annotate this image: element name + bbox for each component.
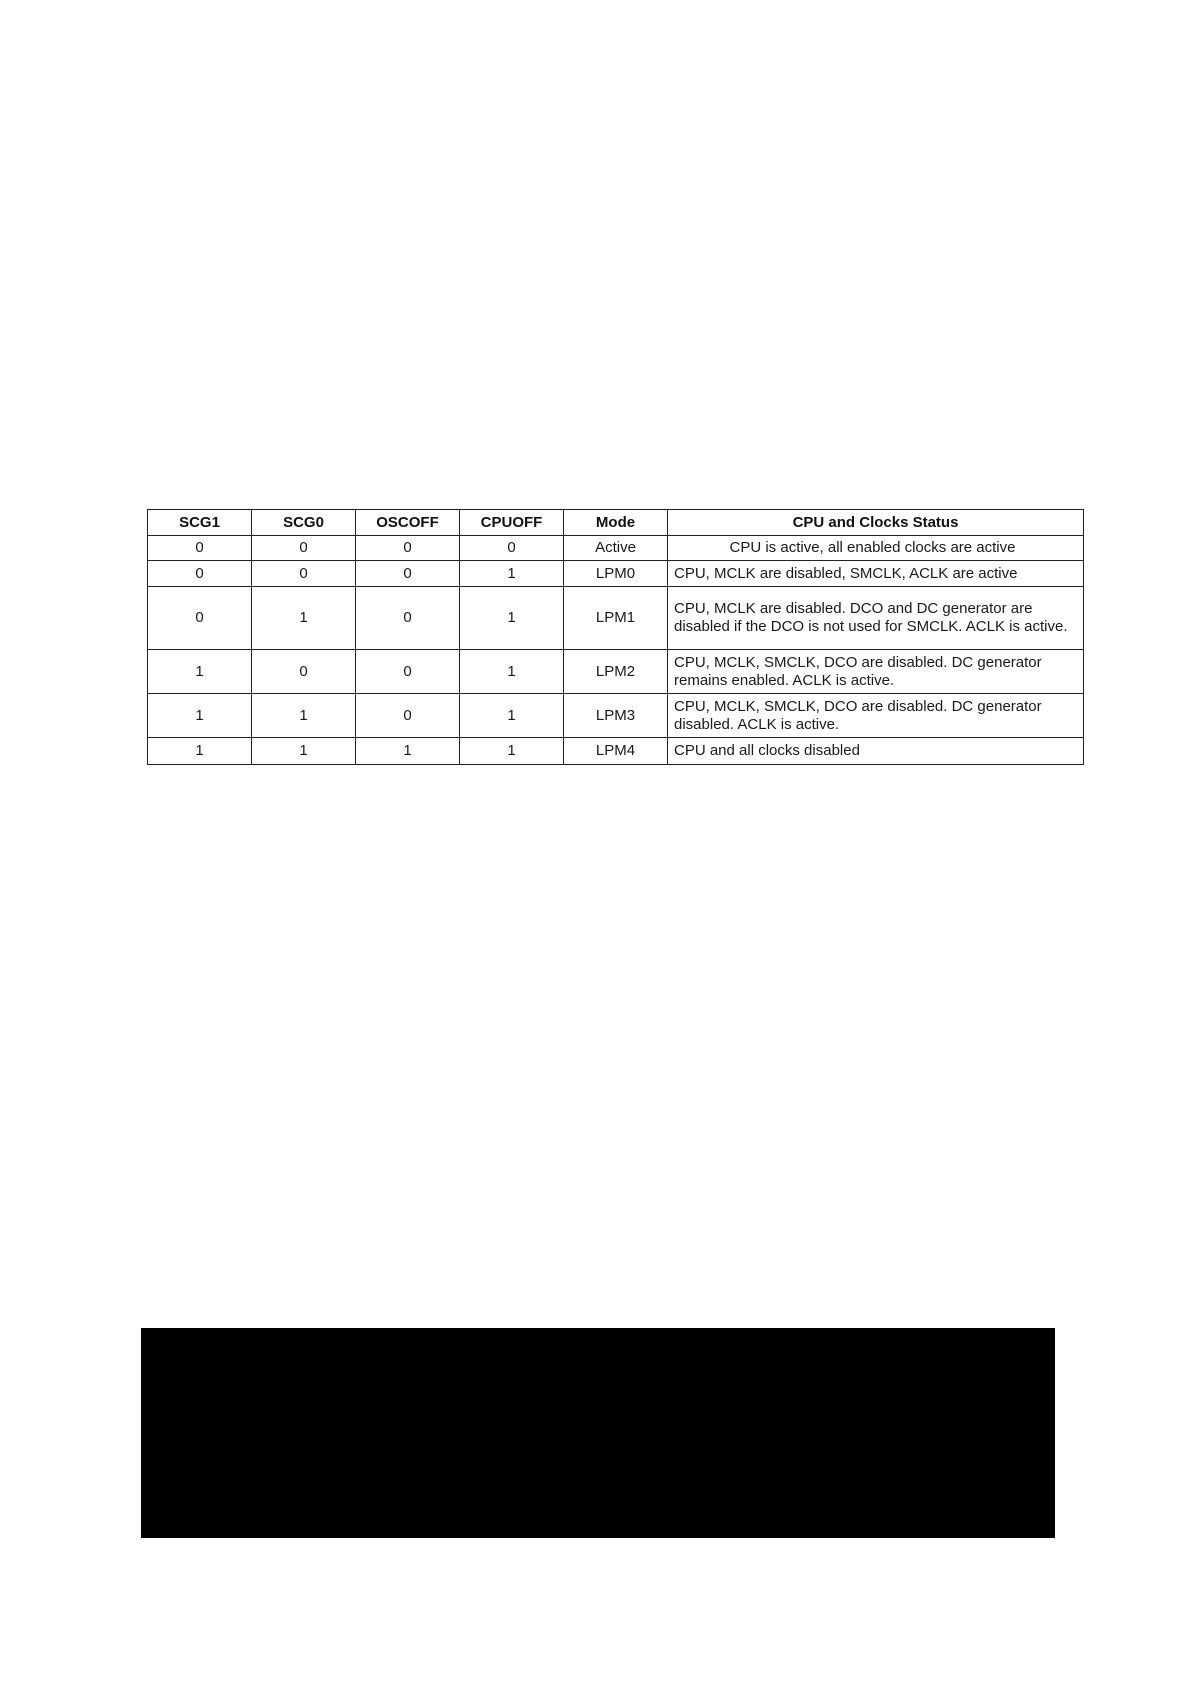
- cell-cpuoff: 1: [460, 587, 564, 650]
- cell-oscoff: 0: [356, 587, 460, 650]
- cell-scg0: 0: [252, 561, 356, 587]
- low-power-mode-table: [147, 509, 1084, 765]
- cell-scg0: 1: [252, 587, 356, 650]
- cell-scg0: 0: [252, 536, 356, 561]
- header-scg0: SCG0: [252, 510, 356, 536]
- cell-mode: LPM2: [564, 650, 668, 694]
- cell-cpuoff: 1: [460, 650, 564, 694]
- header-status: CPU and Clocks Status: [668, 510, 1084, 536]
- cell-scg0: 1: [252, 738, 356, 765]
- header-oscoff: OSCOFF: [356, 510, 460, 536]
- cell-scg1: 1: [148, 694, 252, 738]
- cell-status: CPU, MCLK, SMCLK, DCO are disabled. DC generator disabled. ACLK is active.: [668, 694, 1084, 738]
- table-row: [148, 536, 1084, 561]
- cell-oscoff: 0: [356, 694, 460, 738]
- cell-cpuoff: 1: [460, 561, 564, 587]
- cell-mode: LPM1: [564, 587, 668, 650]
- cell-mode: Active: [564, 536, 668, 561]
- header-cpuoff: CPUOFF: [460, 510, 564, 536]
- table-row: [148, 650, 1084, 694]
- redaction-block: [141, 1328, 1055, 1538]
- cell-mode: LPM4: [564, 738, 668, 765]
- table-header-row: [148, 510, 1084, 536]
- cell-scg0: 1: [252, 694, 356, 738]
- cell-mode: LPM3: [564, 694, 668, 738]
- header-scg1: SCG1: [148, 510, 252, 536]
- cell-cpuoff: 0: [460, 536, 564, 561]
- cell-scg1: 0: [148, 587, 252, 650]
- cell-oscoff: 1: [356, 738, 460, 765]
- cell-scg1: 1: [148, 738, 252, 765]
- cell-status: CPU, MCLK are disabled. DCO and DC generator are disabled if the DCO is not used for SMCLK. ACLK is active.: [668, 587, 1084, 650]
- table-row: [148, 587, 1084, 650]
- table-row: [148, 738, 1084, 765]
- cell-status: CPU and all clocks disabled: [668, 738, 1084, 765]
- cell-scg1: 1: [148, 650, 252, 694]
- cell-oscoff: 0: [356, 536, 460, 561]
- header-mode: Mode: [564, 510, 668, 536]
- cell-status: CPU, MCLK are disabled, SMCLK, ACLK are active: [668, 561, 1084, 587]
- cell-cpuoff: 1: [460, 738, 564, 765]
- table-row: [148, 561, 1084, 587]
- cell-status: CPU, MCLK, SMCLK, DCO are disabled. DC generator remains enabled. ACLK is active.: [668, 650, 1084, 694]
- cell-cpuoff: 1: [460, 694, 564, 738]
- cell-mode: LPM0: [564, 561, 668, 587]
- cell-oscoff: 0: [356, 650, 460, 694]
- table-row: [148, 694, 1084, 738]
- cell-scg1: 0: [148, 561, 252, 587]
- cell-scg1: 0: [148, 536, 252, 561]
- cell-oscoff: 0: [356, 561, 460, 587]
- cell-scg0: 0: [252, 650, 356, 694]
- cell-status: CPU is active, all enabled clocks are active: [668, 536, 1084, 561]
